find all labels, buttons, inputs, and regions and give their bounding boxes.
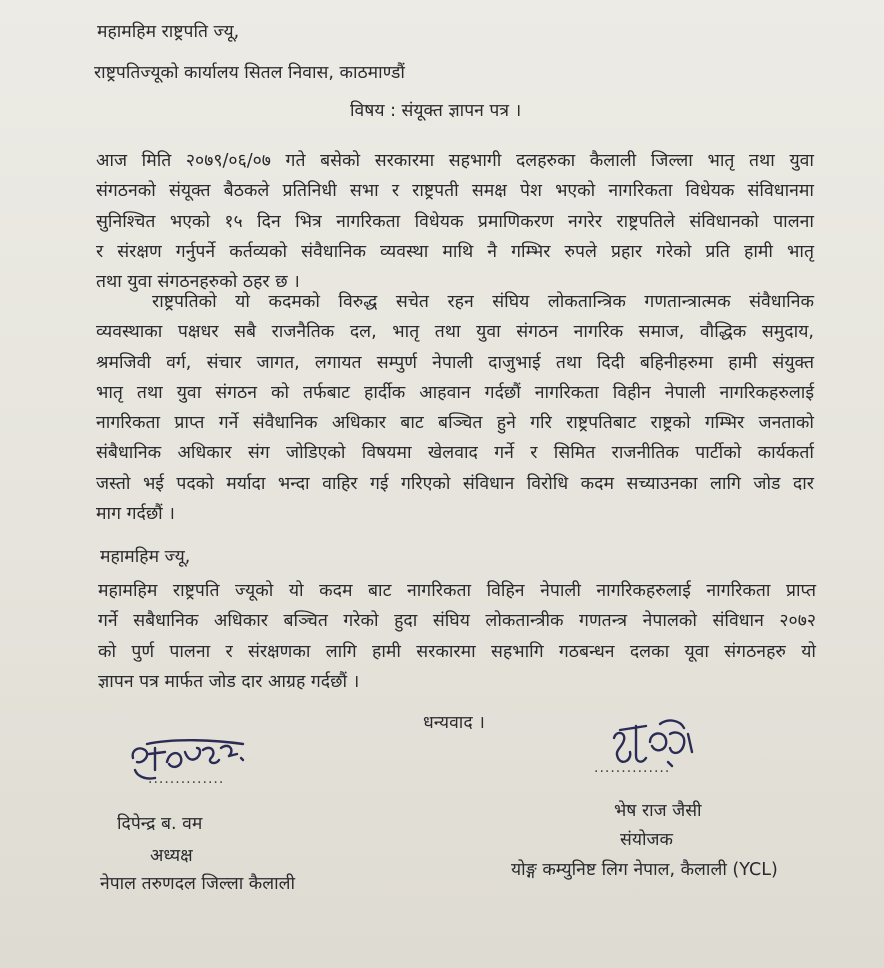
signatory-left-organization: नेपाल तरुणदल जिल्ला कैलाली (100, 874, 296, 894)
salutation: महामहिम राष्ट्रपति ज्यू, (97, 22, 240, 42)
paragraph-2-line: माग गर्दछौं । (96, 504, 175, 525)
paragraph-1 (96, 146, 814, 297)
signatory-left-title: अध्यक्ष (150, 846, 193, 866)
paragraph-2-line: संबैधानिक अधिकार संग जोडिएको विषयमा खेलवाद गर्ने र सिमित राजनीतिक पार्टीको कार्यकर्ता (96, 443, 814, 464)
signatory-left-name: दिपेन्द्र ब. वम (117, 814, 203, 834)
paragraph-3-line: को पुर्ण पालना र संरक्षणका लागि हामी सरकारमा सहभागि गठबन्धन दलका यूवा संगठनहरु यो (98, 641, 816, 662)
paragraph-1-line: सुनिश्चित भएको १५ दिन भित्र नागरिकता विधेयक प्रमाणिकरण नगरेर राष्ट्रपतिले संविधानको पालना (96, 211, 814, 232)
signature-line-left: .............. (148, 771, 225, 787)
subject-line: विषय : संयूक्त ज्ञापन पत्र । (350, 101, 522, 121)
signatory-right-name: भेष राज जैसी (614, 801, 702, 821)
paragraph-2-line: नागरिकता प्राप्त गर्ने संवैधानिक अधिकार बाट बञ्चित हुने गरि राष्ट्रपतिबाट राष्ट्रको गम्भिर जनताको (96, 413, 814, 434)
signature-line-right: .............. (594, 760, 671, 776)
paragraph-3 (98, 576, 816, 697)
paragraph-3-line: महामहिम राष्ट्रपति ज्यूको यो कदम बाट नागरिकता विहिन नेपाली नागरिकहरुलाई नागरिकता प्राप्त (98, 581, 816, 601)
paragraph-2 (96, 287, 814, 529)
paragraph-2-line: व्यवस्थाका पक्षधर सबै राजनैतिक दल, भातृ तथा युवा संगठन नागरिक समाज, वौद्धिक समुदाय, (96, 322, 814, 343)
paragraph-1-line: र संरक्षण गर्नुपर्ने कर्तव्यको संवैधानिक व्यवस्था माथि नै गम्भिर रुपले प्रहार गरेको प्रति हामी भातृ (96, 241, 814, 262)
paragraph-1-line: संगठनको संयूक्त बैठकले प्रतिनिधी सभा र राष्ट्रपती समक्ष पेश भएको नागरिकता विधेयक संविधानमा (96, 181, 814, 202)
paragraph-1-line: तथा युवा संगठनहरुको ठहर छ । (96, 272, 300, 293)
paragraph-2-line: श्रमजिवी वर्ग, संचार जागत, लगायत सम्पुर्ण नेपाली दाजुभाई तथा दिदी बहिनीहरुमा हामी संयुक्त (96, 352, 814, 373)
signatory-right-title: संयोजक (620, 830, 673, 850)
paragraph-3-line: ज्ञापन पत्र मार्फत जोड दार आग्रह गर्दछौं । (98, 671, 360, 692)
paragraph-2-line: जस्तो भई पदको मर्यादा भन्दा वाहिर गई गरिएको संविधान विरोधि कदम सच्याउनका लागि जोड दार (96, 473, 814, 494)
paragraph-3-line: गर्ने सबैधानिक अधिकार बञ्चित गरेको हुदा संघिय लोकतान्त्रीक गणतन्त्र नेपालको संविधान २०७२ (98, 611, 816, 632)
signatory-right-organization: योङ्ग कम्युनिष्ट लिग नेपाल, कैलाली (YCL) (511, 860, 778, 880)
paragraph-1-line: आज मिति २०७९/०६/०७ गते बसेको सरकारमा सहभागी दलहरुका कैलाली जिल्ला भातृ तथा युवा (96, 151, 814, 171)
paragraph-2-line: राष्ट्रपतिको यो कदमको विरुद्ध सचेत रहन संघिय लोकतान्त्रिक गणतान्त्रात्मक संवैधानिक (152, 292, 814, 312)
thanks: धन्यवाद । (423, 713, 485, 733)
salutation-2: महामहिम ज्यू, (100, 547, 191, 567)
paragraph-2-line: भातृ तथा युवा संगठन को तर्फबाट हार्दीक आहवान गर्दछौं नागरिकता विहीन नेपाली नागरिकहरुलाई (96, 382, 814, 403)
recipient-address: राष्ट्रपतिज्यूको कार्यालय सितल निवास, काठमाण्डौं (94, 63, 405, 83)
